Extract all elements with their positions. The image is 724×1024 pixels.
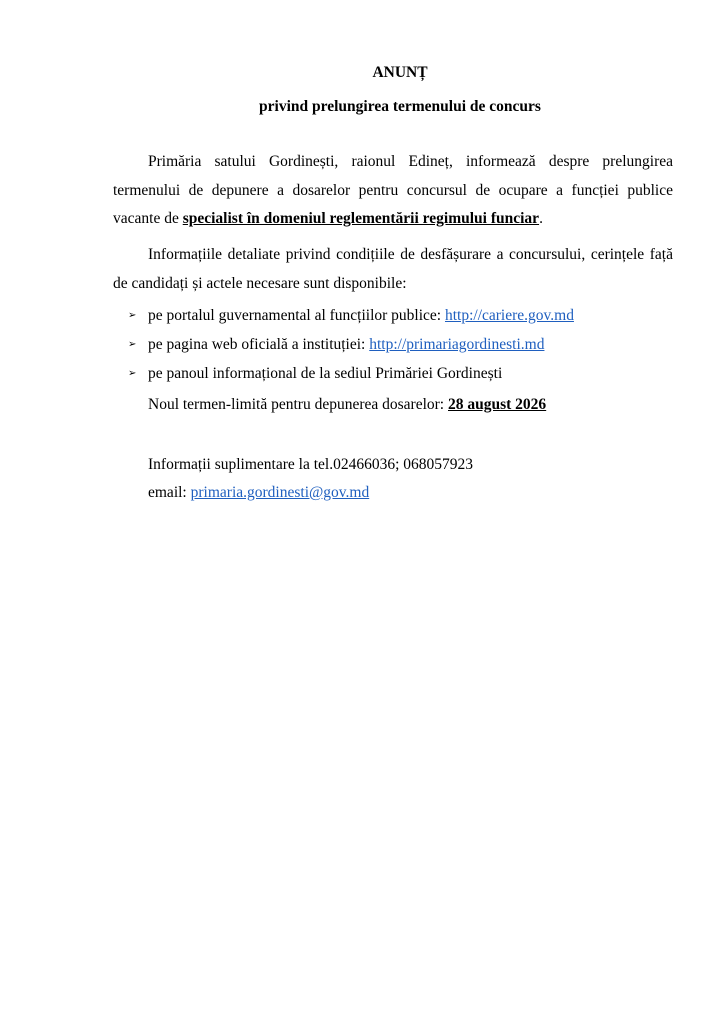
intro-text: Primăria satului Gordinești, raionul Edineț, informează despre prelungirea termenului de depunere a dosarelor pentru concursul de ocupare a funcției publice vacante de bbox=[113, 153, 673, 227]
list-item bbox=[113, 301, 673, 330]
primarie-website-link[interactable]: http://primariagordinesti.md bbox=[369, 336, 545, 353]
deadline-line bbox=[148, 391, 546, 419]
intro-paragraph bbox=[113, 148, 673, 234]
deadline-date: 28 august 2026 bbox=[448, 396, 547, 413]
intro-text-end: . bbox=[539, 210, 543, 227]
email-label: email: bbox=[148, 484, 191, 501]
contact-phone: Informații suplimentare la tel.02466036; 068057923 bbox=[148, 456, 474, 473]
arrow-bullet-icon: ➢ bbox=[128, 310, 137, 321]
contact-email-line bbox=[148, 479, 369, 507]
availability-list bbox=[113, 301, 673, 388]
cariere-link[interactable]: http://cariere.gov.md bbox=[444, 307, 574, 324]
arrow-bullet-icon: ➢ bbox=[128, 368, 137, 379]
announcement-subtitle: privind prelungirea termenului de concurs bbox=[259, 98, 541, 115]
list-item bbox=[113, 359, 673, 388]
announcement-title: ANUNȚ bbox=[372, 64, 428, 81]
list-item-text: pe pagina web oficială a instituției: bbox=[148, 336, 370, 353]
arrow-bullet-icon: ➢ bbox=[128, 339, 137, 350]
list-item-text: pe portalul guvernamental al funcțiilor publice: bbox=[148, 307, 445, 324]
list-item bbox=[113, 330, 673, 359]
details-paragraph: Informațiile detaliate privind condițiile de desfășurare a concursului, cerințele față de candidați și actele necesare sunt disponibile: bbox=[113, 246, 673, 292]
email-link[interactable]: primaria.gordinesti@gov.md bbox=[190, 484, 370, 501]
position-name: specialist în domeniul reglementării regimului funciar bbox=[182, 210, 540, 227]
deadline-label: Noul termen-limită pentru depunerea dosarelor: bbox=[148, 396, 448, 413]
list-item-text: pe panoul informațional de la sediul Primăriei Gordinești bbox=[148, 365, 503, 382]
